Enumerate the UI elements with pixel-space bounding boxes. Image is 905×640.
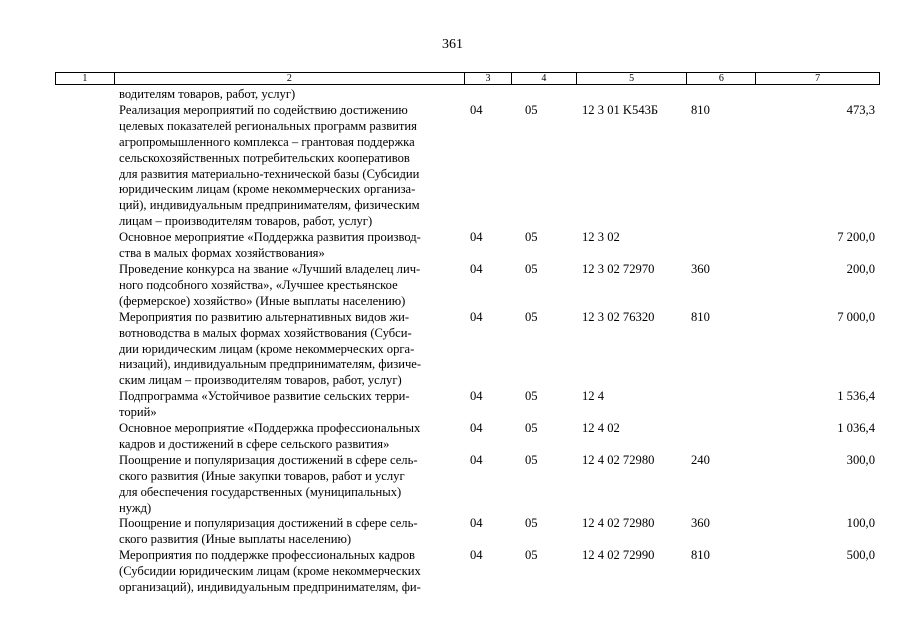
row-description [119, 516, 464, 548]
description-line: нужд) [119, 500, 152, 515]
section-code: 04 [470, 309, 483, 324]
table-header [55, 72, 880, 85]
description-line: для развития материально-технической базы (Субсидии [119, 166, 420, 181]
description-line: ства в малых формах хозяйствования» [119, 246, 325, 261]
description-line: Поощрение и популяризация достижений в сфере сель- [119, 516, 418, 531]
section-code: 04 [470, 230, 483, 245]
subsection-code: 05 [525, 102, 538, 117]
description-line: сельскохозяйственных потребительских кооперативов [119, 150, 410, 165]
description-line: ского развития (Иные закупки товаров, работ и услуг [119, 468, 405, 483]
section-code: 04 [470, 389, 483, 404]
target-article-code: 12 4 02 72980 [582, 452, 655, 467]
description-line: организаций), индивидуальным предпринимателям, фи- [119, 580, 421, 595]
description-line: низаций), индивидуальным предпринимателям, физиче- [119, 357, 422, 372]
amount: 7 000,0 [837, 309, 875, 324]
description-line: ского развития (Иные выплаты населению) [119, 532, 352, 547]
target-article-code: 12 3 02 72970 [582, 261, 655, 276]
section-code: 04 [470, 421, 483, 436]
section-code: 04 [470, 548, 483, 563]
amount: 300,0 [846, 452, 875, 467]
description-line: водителям товаров, работ, услуг) [119, 87, 296, 101]
header-col-1: 1 [56, 73, 115, 84]
description-line: ного подсобного хозяйства», «Лучшее крестьянское [119, 277, 398, 292]
row-description [119, 87, 464, 103]
table-row [119, 452, 875, 517]
header-col-4: 4 [512, 73, 577, 84]
table-row [119, 102, 875, 230]
section-code: 04 [470, 102, 483, 117]
description-line: Проведение конкурса на звание «Лучший владелец лич- [119, 261, 421, 276]
amount: 200,0 [846, 261, 875, 276]
header-col-7: 7 [815, 73, 821, 84]
row-description [119, 548, 464, 596]
target-article-code: 12 4 02 72980 [582, 516, 655, 531]
table-row [119, 261, 875, 310]
description-line: Подпрограмма «Устойчивое развитие сельских терри- [119, 389, 410, 404]
row-description [119, 389, 464, 421]
description-line: (фермерское) хозяйство» (Иные выплаты населению) [119, 293, 406, 308]
description-line: для обеспечения государственных (муниципальных) [119, 484, 402, 499]
row-description [119, 230, 464, 262]
section-code: 04 [470, 261, 483, 276]
target-article-code: 12 4 02 72990 [582, 548, 655, 563]
description-line: ций), индивидуальным предпринимателям, физическим [119, 198, 420, 213]
description-line: ским лицам – производителям товаров, работ, услуг) [119, 373, 402, 388]
expense-type-code: 810 [691, 309, 710, 324]
subsection-code: 05 [525, 452, 538, 467]
subsection-code: 05 [525, 548, 538, 563]
page-number: 361 [442, 37, 463, 52]
table-row [119, 309, 875, 390]
description-line: целевых показателей региональных программ развития [119, 118, 417, 133]
section-code: 04 [470, 516, 483, 531]
amount: 473,3 [846, 102, 875, 117]
row-description [119, 453, 464, 517]
description-line: торий» [119, 405, 157, 420]
subsection-code: 05 [525, 309, 538, 324]
amount: 1 036,4 [837, 421, 875, 436]
table-row [119, 516, 875, 548]
table-row [119, 389, 875, 421]
subsection-code: 05 [525, 261, 538, 276]
subsection-code: 05 [525, 389, 538, 404]
row-description [119, 421, 464, 453]
table-body [119, 87, 875, 596]
table-row [119, 230, 875, 262]
description-line: Мероприятия по поддержке профессиональных кадров [119, 548, 415, 563]
description-line: Основное мероприятие «Поддержка профессиональных [119, 421, 421, 436]
header-col-2: 2 [115, 73, 465, 84]
header-col-5: 5 [577, 73, 688, 84]
expense-type-code: 360 [691, 261, 710, 276]
header-col-6: 6 [687, 73, 756, 84]
description-line: дии юридическим лицам (кроме некоммерческих орга- [119, 341, 415, 356]
table-row [119, 87, 464, 103]
subsection-code: 05 [525, 421, 538, 436]
row-description [119, 310, 464, 390]
amount: 500,0 [846, 548, 875, 563]
section-code: 04 [470, 452, 483, 467]
target-article-code: 12 4 02 [582, 421, 620, 436]
description-line: Мероприятия по развитию альтернативных видов жи- [119, 309, 410, 324]
expense-type-code: 810 [691, 102, 710, 117]
subsection-code: 05 [525, 516, 538, 531]
description-line: (Субсидии юридическим лицам (кроме некоммерческих [119, 564, 421, 579]
amount: 100,0 [846, 516, 875, 531]
row-description [119, 262, 464, 310]
target-article-code: 12 3 02 [582, 230, 620, 245]
expense-type-code: 360 [691, 516, 710, 531]
description-line: кадров и достижений в сфере сельского развития» [119, 436, 390, 451]
row-description [119, 103, 464, 230]
description-line: Поощрение и популяризация достижений в сфере сель- [119, 452, 418, 467]
description-line: Реализация мероприятий по содействию достижению [119, 102, 408, 117]
target-article-code: 12 4 [582, 389, 605, 404]
description-line: Основное мероприятие «Поддержка развития производ- [119, 230, 421, 245]
amount: 1 536,4 [837, 389, 875, 404]
description-line: агропромышленного комплекса – грантовая поддержка [119, 134, 415, 149]
subsection-code: 05 [525, 230, 538, 245]
description-line: лицам – производителям товаров, работ, услуг) [119, 214, 373, 229]
header-col-3: 3 [465, 73, 512, 84]
amount: 7 200,0 [837, 230, 875, 245]
table-row [119, 548, 875, 596]
table-row [119, 421, 875, 453]
expense-type-code: 240 [691, 452, 710, 467]
description-line: вотноводства в малых формах хозяйствования (Субси- [119, 325, 412, 340]
expense-type-code: 810 [691, 548, 710, 563]
target-article-code: 12 3 01 K543Б [582, 102, 659, 117]
target-article-code: 12 3 02 76320 [582, 309, 655, 324]
description-line: юридическим лицам (кроме некоммерческих организа- [119, 182, 416, 197]
